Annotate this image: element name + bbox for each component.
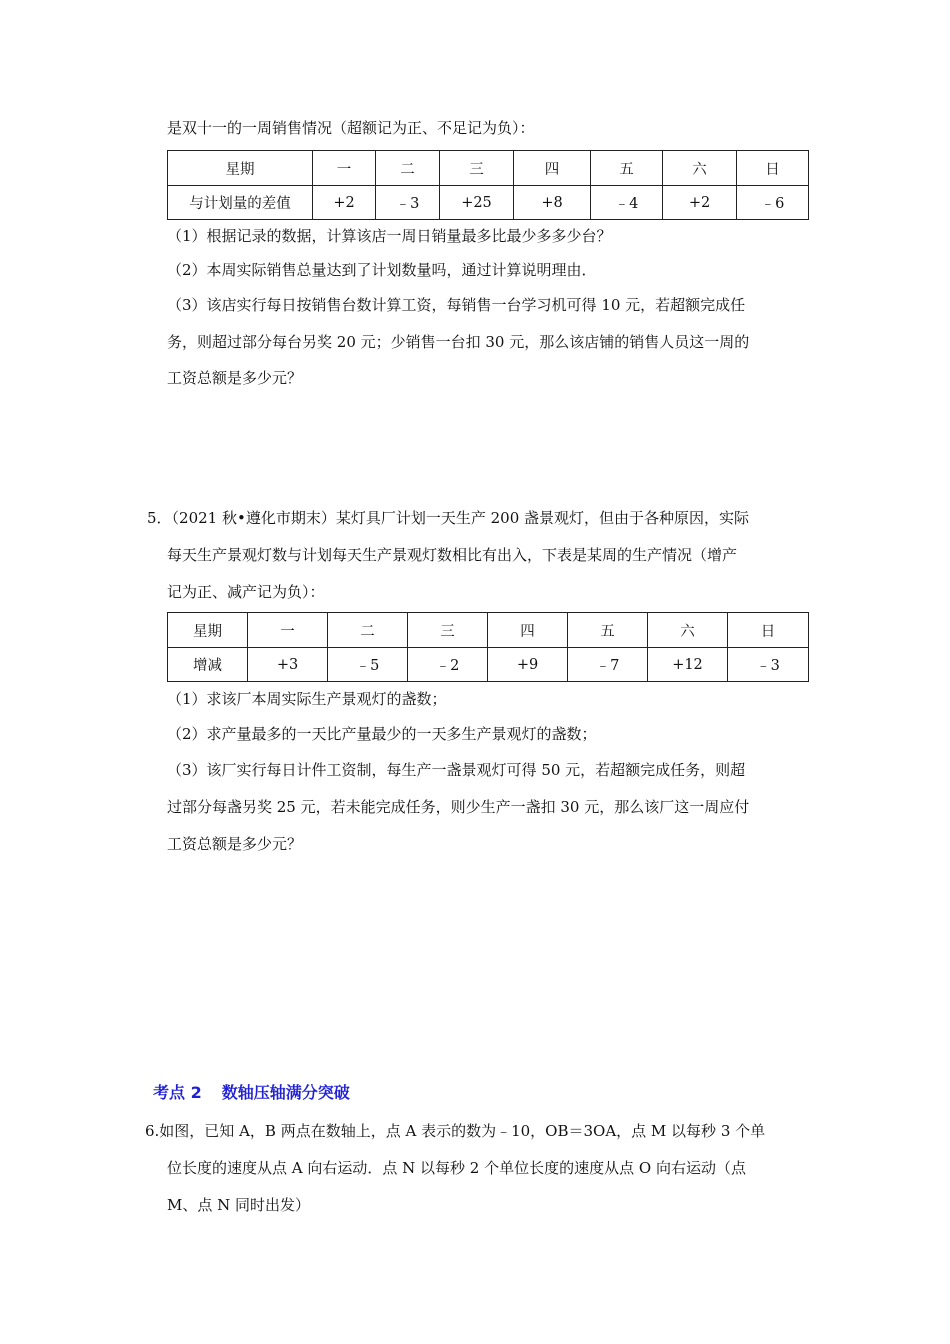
table-header-row xyxy=(168,151,809,186)
table-cell: +12 xyxy=(648,648,728,682)
table-cell: 增减 xyxy=(168,648,248,682)
table-cell: 一 xyxy=(313,151,376,186)
table-cell: 六 xyxy=(648,613,728,648)
table-cell: +2 xyxy=(313,186,376,220)
table-cell: 与计划量的差值 xyxy=(168,186,313,220)
table-cell: 日 xyxy=(737,151,809,186)
table-row xyxy=(168,648,809,682)
table-cell: ﹣7 xyxy=(568,648,648,682)
table-cell: ﹣3 xyxy=(376,186,440,220)
table-cell: +25 xyxy=(440,186,514,220)
table-cell: 五 xyxy=(591,151,663,186)
table-cell: 二 xyxy=(328,613,408,648)
table-cell: 三 xyxy=(408,613,488,648)
table-cell: ﹣5 xyxy=(328,648,408,682)
table-cell: ﹣6 xyxy=(737,186,809,220)
table-cell: 六 xyxy=(663,151,737,186)
problem6-line1: 6.如图，已知 A，B 两点在数轴上，点 A 表示的数为﹣10，OB＝3OA，点 M 以每秒 3 个单 xyxy=(145,1122,766,1140)
problem4-question-3-line2: 务，则超过部分每台另奖 20 元；少销售一台扣 30 元，那么该店铺的销售人员这一周的 xyxy=(167,333,750,351)
table-cell: +9 xyxy=(488,648,568,682)
problem5-question-2: （2）求产量最多的一天比产量最少的一天多生产景观灯的盏数； xyxy=(167,725,597,743)
table-cell: 三 xyxy=(440,151,514,186)
table-cell: +8 xyxy=(514,186,591,220)
table-cell: 五 xyxy=(568,613,648,648)
table-cell: +2 xyxy=(663,186,737,220)
table-cell: 星期 xyxy=(168,613,248,648)
problem4-question-2: （2）本周实际销售总量达到了计划数量吗，通过计算说明理由． xyxy=(167,261,597,279)
table-cell: 日 xyxy=(728,613,809,648)
problem5-question-3-line3: 工资总额是多少元？ xyxy=(167,835,303,853)
problem5-production-table xyxy=(167,612,809,682)
problem4-question-3-line1: （3）该店实行每日按销售台数计算工资，每销售一台学习机可得 10 元，若超额完成任 xyxy=(167,296,746,314)
problem4-sales-table xyxy=(167,150,809,220)
problem5-line3: 记为正、减产记为负）： xyxy=(167,583,325,601)
problem5-question-3-line2: 过部分每盏另奖 25 元，若未能完成任务，则少生产一盏扣 30 元，那么该厂这一周应付 xyxy=(167,798,750,816)
table-cell: ﹣4 xyxy=(591,186,663,220)
table-cell: ﹣2 xyxy=(408,648,488,682)
table-cell: +3 xyxy=(248,648,328,682)
table-cell: 四 xyxy=(488,613,568,648)
problem6-line3: M、点 N 同时出发） xyxy=(167,1196,311,1214)
table-cell: 星期 xyxy=(168,151,313,186)
problem6-line2: 位长度的速度从点 A 向右运动．点 N 以每秒 2 个单位长度的速度从点 O 向右运动（点 xyxy=(167,1159,746,1177)
problem4-intro: 是双十一的一周销售情况（超额记为正、不足记为负）： xyxy=(167,119,535,137)
table-cell: 二 xyxy=(376,151,440,186)
problem5-question-1: （1）求该厂本周实际生产景观灯的盏数； xyxy=(167,690,447,708)
section-label: 考点 2 xyxy=(153,1083,202,1102)
problem5-line2: 每天生产景观灯数与计划每天生产景观灯数相比有出入，下表是某周的生产情况（增产 xyxy=(167,546,738,564)
section-title: 数轴压轴满分突破 xyxy=(221,1083,350,1102)
table-cell: 一 xyxy=(248,613,328,648)
table-cell: ﹣3 xyxy=(728,648,809,682)
table-cell: 四 xyxy=(514,151,591,186)
problem5-question-3-line1: （3）该厂实行每日计件工资制，每生产一盏景观灯可得 50 元，若超额完成任务，则超 xyxy=(167,761,746,779)
problem4-question-1: （1）根据记录的数据，计算该店一周日销量最多比最少多多少台？ xyxy=(167,227,612,245)
table-row xyxy=(168,186,809,220)
problem4-question-3-line3: 工资总额是多少元？ xyxy=(167,369,303,387)
section-heading xyxy=(153,1083,350,1103)
problem5-line1: 5．（2021 秋•遵化市期末）某灯具厂计划一天生产 200 盏景观灯，但由于各种原因，实际 xyxy=(147,509,750,527)
table-header-row xyxy=(168,613,809,648)
